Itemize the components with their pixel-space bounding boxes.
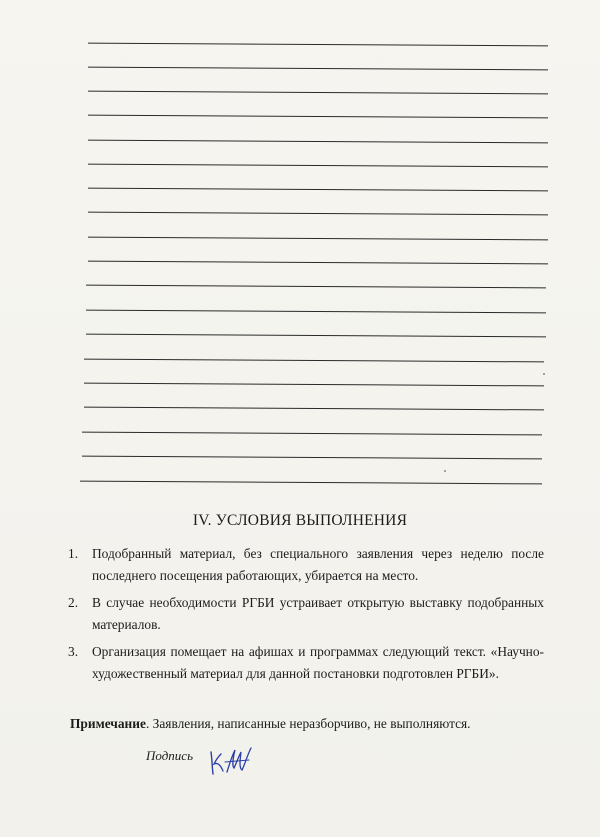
conditions-list: [68, 543, 544, 690]
condition-item: [68, 543, 544, 587]
ruled-line: [88, 115, 548, 119]
ruled-line: [88, 91, 548, 95]
paper-speck: [444, 470, 446, 472]
ruled-line: [88, 188, 548, 192]
condition-number: 2.: [68, 595, 79, 610]
condition-text: Организация помещает на афишах и программах следующий текст. «Научно-художественный материал для данной постановки подготовлен РГБИ».: [92, 644, 544, 681]
ruled-line: [86, 285, 546, 289]
ruled-line: [82, 432, 542, 436]
ruled-line: [88, 67, 548, 71]
note-text: . Заявления, написанные неразборчиво, не выполняются.: [145, 716, 471, 731]
ruled-line: [84, 359, 544, 363]
ruled-line: [84, 407, 544, 411]
condition-text: В случае необходимости РГБИ устраивает открытую выставку подобранных материалов.: [92, 595, 544, 632]
note-label: Примечание: [70, 716, 146, 731]
ruled-line: [80, 481, 542, 485]
ruled-line: [88, 212, 548, 216]
ruled-line: [88, 140, 548, 144]
handwritten-signature: [205, 744, 265, 778]
section-title: IV. УСЛОВИЯ ВЫПОЛНЕНИЯ: [192, 512, 408, 529]
ruled-line: [88, 261, 548, 265]
signature-label: Подпись: [146, 748, 193, 763]
ruled-line: [88, 164, 548, 168]
ruled-line: [82, 456, 542, 460]
ruled-line: [88, 43, 548, 47]
ruled-line: [84, 383, 544, 387]
note: [70, 716, 544, 732]
ruled-line: [86, 310, 546, 314]
ruled-line: [88, 237, 548, 241]
paper-speck: [543, 373, 545, 375]
condition-item: [68, 641, 544, 685]
ruled-line: [86, 334, 546, 338]
condition-item: [68, 592, 544, 636]
condition-text: Подобранный материал, без специального заявления через неделю после последнего посещения работающих, убирается на место.: [92, 546, 544, 583]
condition-number: 1.: [68, 546, 79, 561]
condition-number: 3.: [68, 644, 79, 659]
